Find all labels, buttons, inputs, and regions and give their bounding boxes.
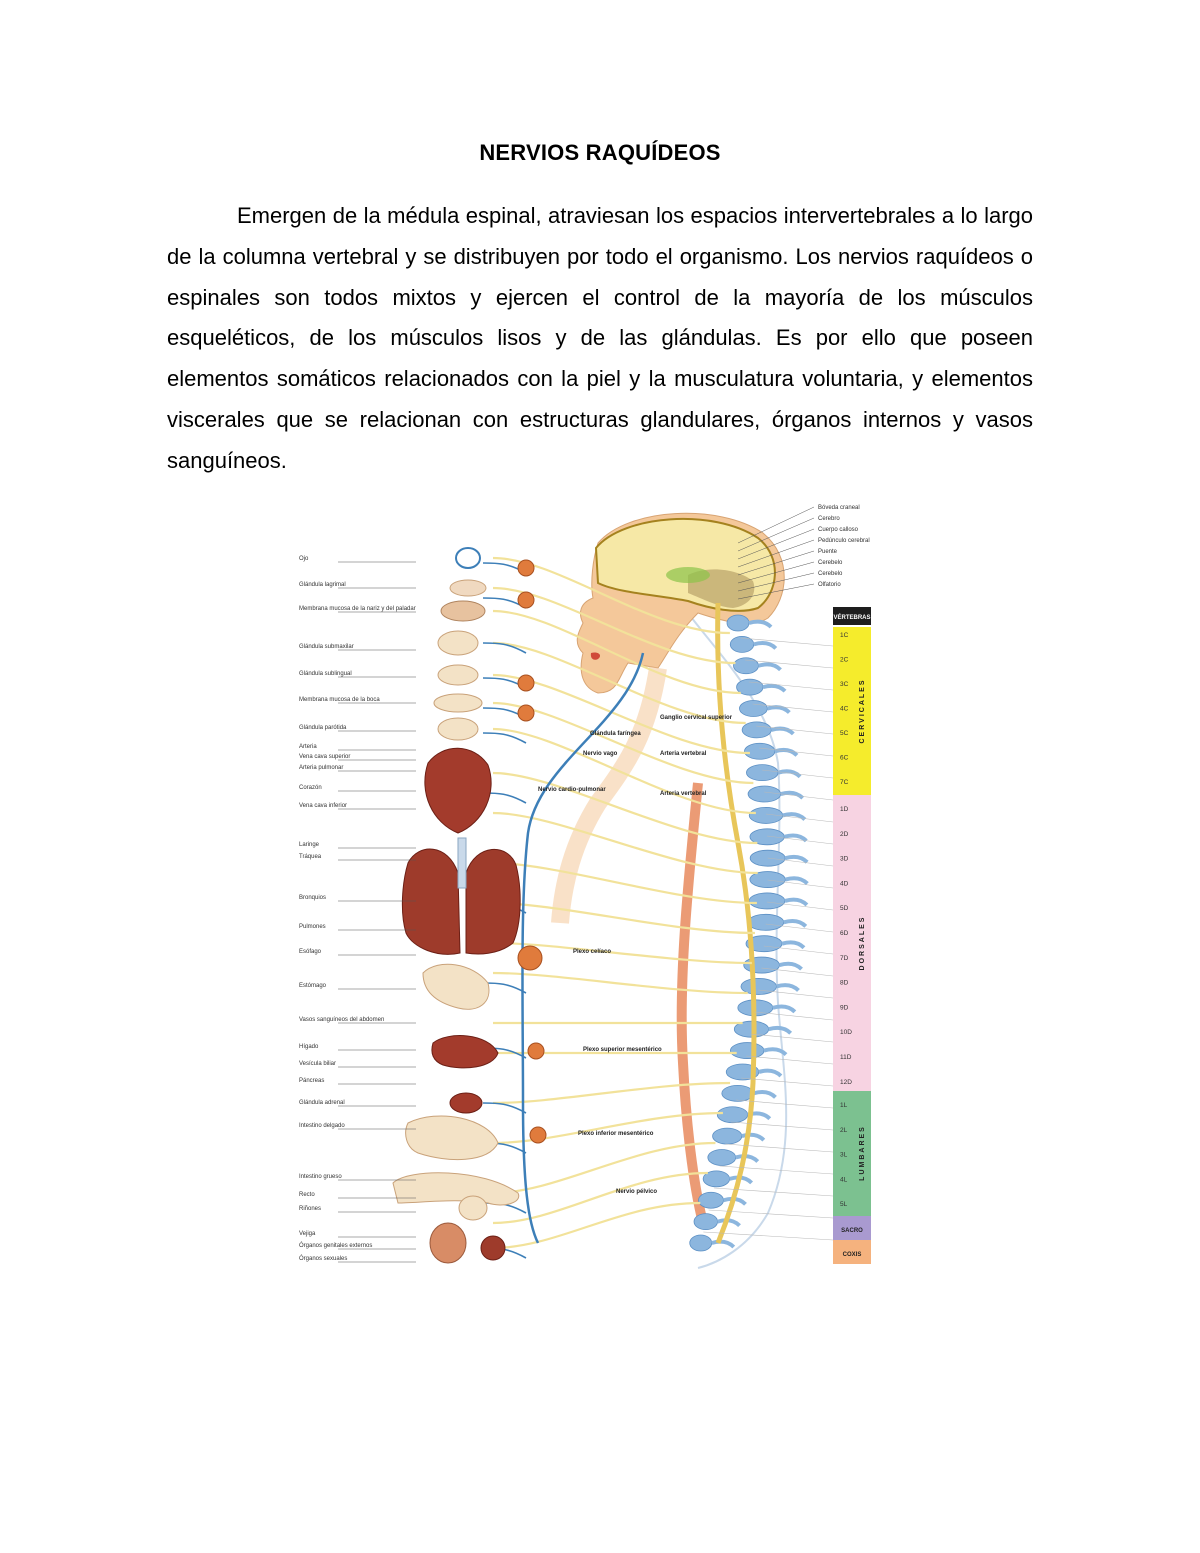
sacro-label: SACRO bbox=[841, 1228, 863, 1234]
vertebra bbox=[746, 765, 778, 781]
vertebra-label-5d: 5D bbox=[840, 905, 849, 913]
corpus-callosum bbox=[666, 567, 710, 583]
left-label-vena-cava-inferior: Vena cava inferior bbox=[299, 803, 348, 809]
vertebra-label-3c: 3C bbox=[840, 681, 849, 688]
nasal-mucosa-organ bbox=[441, 601, 485, 621]
left-label-rinones: Riñones bbox=[299, 1206, 322, 1212]
label-plexo-celiaco: Plexo celíaco bbox=[573, 949, 612, 955]
vertebra bbox=[699, 1192, 724, 1208]
left-label-intestino-grueso: Intestino grueso bbox=[299, 1174, 342, 1180]
vertebra-label-1d: 1D bbox=[840, 806, 849, 813]
sexual-organs-organ bbox=[481, 1236, 505, 1260]
dorsal-region-label: DORSALES bbox=[859, 915, 866, 971]
coxis-label: COXIS bbox=[842, 1252, 862, 1258]
ganglion bbox=[518, 946, 542, 970]
vertebra bbox=[713, 1128, 742, 1144]
label-plexo-inferior: Plexo inferior mesentérico bbox=[578, 1131, 654, 1137]
vertebra-label-5l: 5L bbox=[840, 1201, 848, 1209]
nervous-system-diagram bbox=[298, 503, 874, 1275]
label-ganglio-cervical: Ganglio cervical superior bbox=[660, 715, 733, 721]
label-glandula-faringea: Glándula faríngea bbox=[590, 731, 641, 737]
vertebra-label-10d: 10D bbox=[840, 1029, 852, 1037]
right-label-cerebro: Cerebro bbox=[818, 516, 840, 522]
left-label-higado: Hígado bbox=[299, 1044, 319, 1050]
left-label-membrana-mucosa-de-la-boca: Membrana mucosa de la boca bbox=[299, 697, 380, 703]
vertebra bbox=[739, 701, 767, 717]
vertebrae-legend bbox=[833, 607, 871, 1264]
vertebra-label-3d: 3D bbox=[840, 855, 849, 863]
left-label-vesicula-biliar: Vesícula biliar bbox=[299, 1061, 337, 1067]
vertebra-label-2l: 2L bbox=[840, 1126, 848, 1134]
ganglion bbox=[518, 560, 534, 576]
ganglion bbox=[518, 592, 534, 608]
left-label-glandula-submaxilar: Glándula submaxilar bbox=[299, 644, 354, 650]
vertebrae-header: VÉRTEBRAS bbox=[833, 615, 871, 621]
vertebra-label-8d: 8D bbox=[840, 979, 849, 987]
vertebra-label-2c: 2C bbox=[840, 656, 849, 664]
vertebra bbox=[744, 957, 780, 973]
left-label-recto: Recto bbox=[299, 1192, 315, 1198]
submaxillary-gland-organ bbox=[438, 631, 478, 655]
label-nervio-vago: Nervio vago bbox=[583, 751, 618, 757]
spinal-nerves-illustration bbox=[298, 503, 874, 1275]
vertebra bbox=[717, 1107, 747, 1123]
vertebra-label-9d: 9D bbox=[840, 1004, 849, 1012]
right-label-pedunculo-cerebral: Pedúnculo cerebral bbox=[818, 538, 870, 544]
sublingual-gland-organ bbox=[438, 665, 478, 685]
vertebra-label-11d: 11D bbox=[840, 1054, 852, 1061]
left-label-pancreas: Páncreas bbox=[299, 1078, 325, 1084]
lacrimal-gland-organ bbox=[450, 580, 486, 596]
left-label-organos-sexuales: Órganos sexuales bbox=[299, 1256, 348, 1262]
left-lung-organ bbox=[402, 849, 460, 954]
label-arteria-vertebral-2: Arteria vertebral bbox=[660, 791, 707, 797]
vertebra-label-2d: 2D bbox=[840, 830, 849, 838]
mouth-mucosa-organ bbox=[434, 694, 482, 712]
right-label-olfatorio: Olfatorio bbox=[818, 582, 841, 588]
left-label-glandula-sublingual: Glándula sublingual bbox=[299, 671, 352, 677]
adrenal-gland-organ bbox=[450, 1093, 482, 1113]
vertebra-label-4d: 4D bbox=[840, 880, 849, 888]
left-label-glandula-parotida: Glándula parótida bbox=[299, 725, 347, 731]
left-label-traquea: Tráquea bbox=[299, 854, 322, 860]
label-nervio-cardio: Nervio cardio-pulmonar bbox=[538, 787, 606, 793]
left-label-membrana-mucosa-de-la-nariz-y-del-paladar: Membrana mucosa de la nariz y del paladar bbox=[299, 606, 416, 612]
vertebra-label-1c: 1C bbox=[840, 632, 849, 639]
ganglion bbox=[518, 705, 534, 721]
kidney-organ bbox=[459, 1196, 487, 1220]
vertebra-label-1l: 1L bbox=[840, 1102, 848, 1109]
lumbar-region-label: LUMBARES bbox=[859, 1125, 866, 1181]
vertebra-label-7c: 7C bbox=[840, 779, 849, 786]
vertebra bbox=[708, 1149, 736, 1165]
vertebra-label-5c: 5C bbox=[840, 730, 849, 737]
vertebra bbox=[694, 1214, 718, 1230]
vertebra bbox=[742, 722, 771, 738]
vertebra bbox=[722, 1085, 754, 1101]
right-lung-organ bbox=[466, 849, 520, 954]
right-label-boveda-craneal: Bóveda craneal bbox=[818, 505, 860, 511]
left-label-intestino-delgado: Intestino delgado bbox=[299, 1123, 345, 1129]
vertebra-label-12d: 12D bbox=[840, 1078, 852, 1086]
vertebra bbox=[744, 743, 774, 759]
trachea-organ bbox=[458, 838, 466, 888]
ganglion bbox=[518, 675, 534, 691]
vertebra bbox=[748, 914, 784, 930]
left-label-vena-cava-superior: Vena cava superior bbox=[299, 754, 351, 760]
vertebra-label-4l: 4L bbox=[840, 1176, 848, 1184]
left-label-glandula-adrenal: Glándula adrenal bbox=[299, 1100, 345, 1106]
body-paragraph: Emergen de la médula espinal, atraviesan los espacios intervertebrales a lo largo de la columna vertebral y se distribuyen por todo el organismo. Los nervios raquídeos o espinales son todos mixtos y ejercen el control de la mayoría de los músculos esqueléticos, de los músculos lisos y de las glándulas. Es por ello que poseen elementos somáticos relacionados con la piel y la musculatura voluntaria, y elementos viscerales que se relacionan con estructuras glandulares, órganos internos y vasos sanguíneos. bbox=[167, 203, 1033, 473]
left-label-organos-genitales-externos: Órganos genitales externos bbox=[299, 1243, 373, 1249]
left-label-vejiga: Vejiga bbox=[299, 1231, 316, 1237]
right-label-cuerpo-calloso: Cuerpo calloso bbox=[818, 527, 859, 533]
ganglion bbox=[528, 1043, 544, 1059]
page-title: NERVIOS RAQUÍDEOS bbox=[479, 140, 721, 165]
left-label-esofago: Esófago bbox=[299, 949, 322, 955]
right-label-cerebelo: Cerebelo bbox=[818, 560, 843, 566]
left-label-corazon: Corazón bbox=[299, 785, 322, 791]
vertebra bbox=[748, 786, 781, 802]
left-label-bronquios: Bronquios bbox=[299, 895, 327, 901]
vertebra bbox=[727, 615, 749, 631]
ganglion bbox=[530, 1127, 546, 1143]
right-label-puente: Puente bbox=[818, 549, 838, 555]
left-label-glandula-lagrimal: Glándula lagrimal bbox=[299, 582, 346, 588]
vertebra bbox=[749, 893, 785, 909]
cervical-region-label: CERVICALES bbox=[859, 678, 866, 744]
vertebra-label-6d: 6D bbox=[840, 930, 849, 937]
eye-organ bbox=[456, 548, 480, 568]
bladder-organ bbox=[430, 1223, 466, 1263]
vertebra-label-6c: 6C bbox=[840, 754, 849, 762]
left-label-estomago: Estómago bbox=[299, 983, 327, 989]
left-label-laringe: Laringe bbox=[299, 842, 320, 848]
vertebra-label-7d: 7D bbox=[840, 954, 849, 962]
left-label-arteria: Arteria bbox=[299, 744, 317, 750]
left-label-arteria-pulmonar: Arteria pulmonar bbox=[299, 765, 344, 771]
label-nervio-pelvico: Nervio pélvico bbox=[616, 1189, 658, 1195]
vertebra bbox=[690, 1235, 712, 1251]
left-label-ojo: Ojo bbox=[299, 556, 309, 562]
left-label-pulmones: Pulmones bbox=[299, 924, 326, 930]
left-label-vasos-sanguineos-del-abdomen: Vasos sanguíneos del abdomen bbox=[299, 1017, 385, 1023]
right-label-cerebelo: Cerebelo bbox=[818, 571, 843, 577]
vertebra-label-3l: 3L bbox=[840, 1151, 848, 1159]
vertebra-label-4c: 4C bbox=[840, 705, 849, 713]
label-plexo-superior: Plexo superior mesentérico bbox=[583, 1047, 662, 1053]
label-arteria-vertebral-1: Arteria vertebral bbox=[660, 751, 707, 757]
parotid-gland-organ bbox=[438, 718, 478, 740]
